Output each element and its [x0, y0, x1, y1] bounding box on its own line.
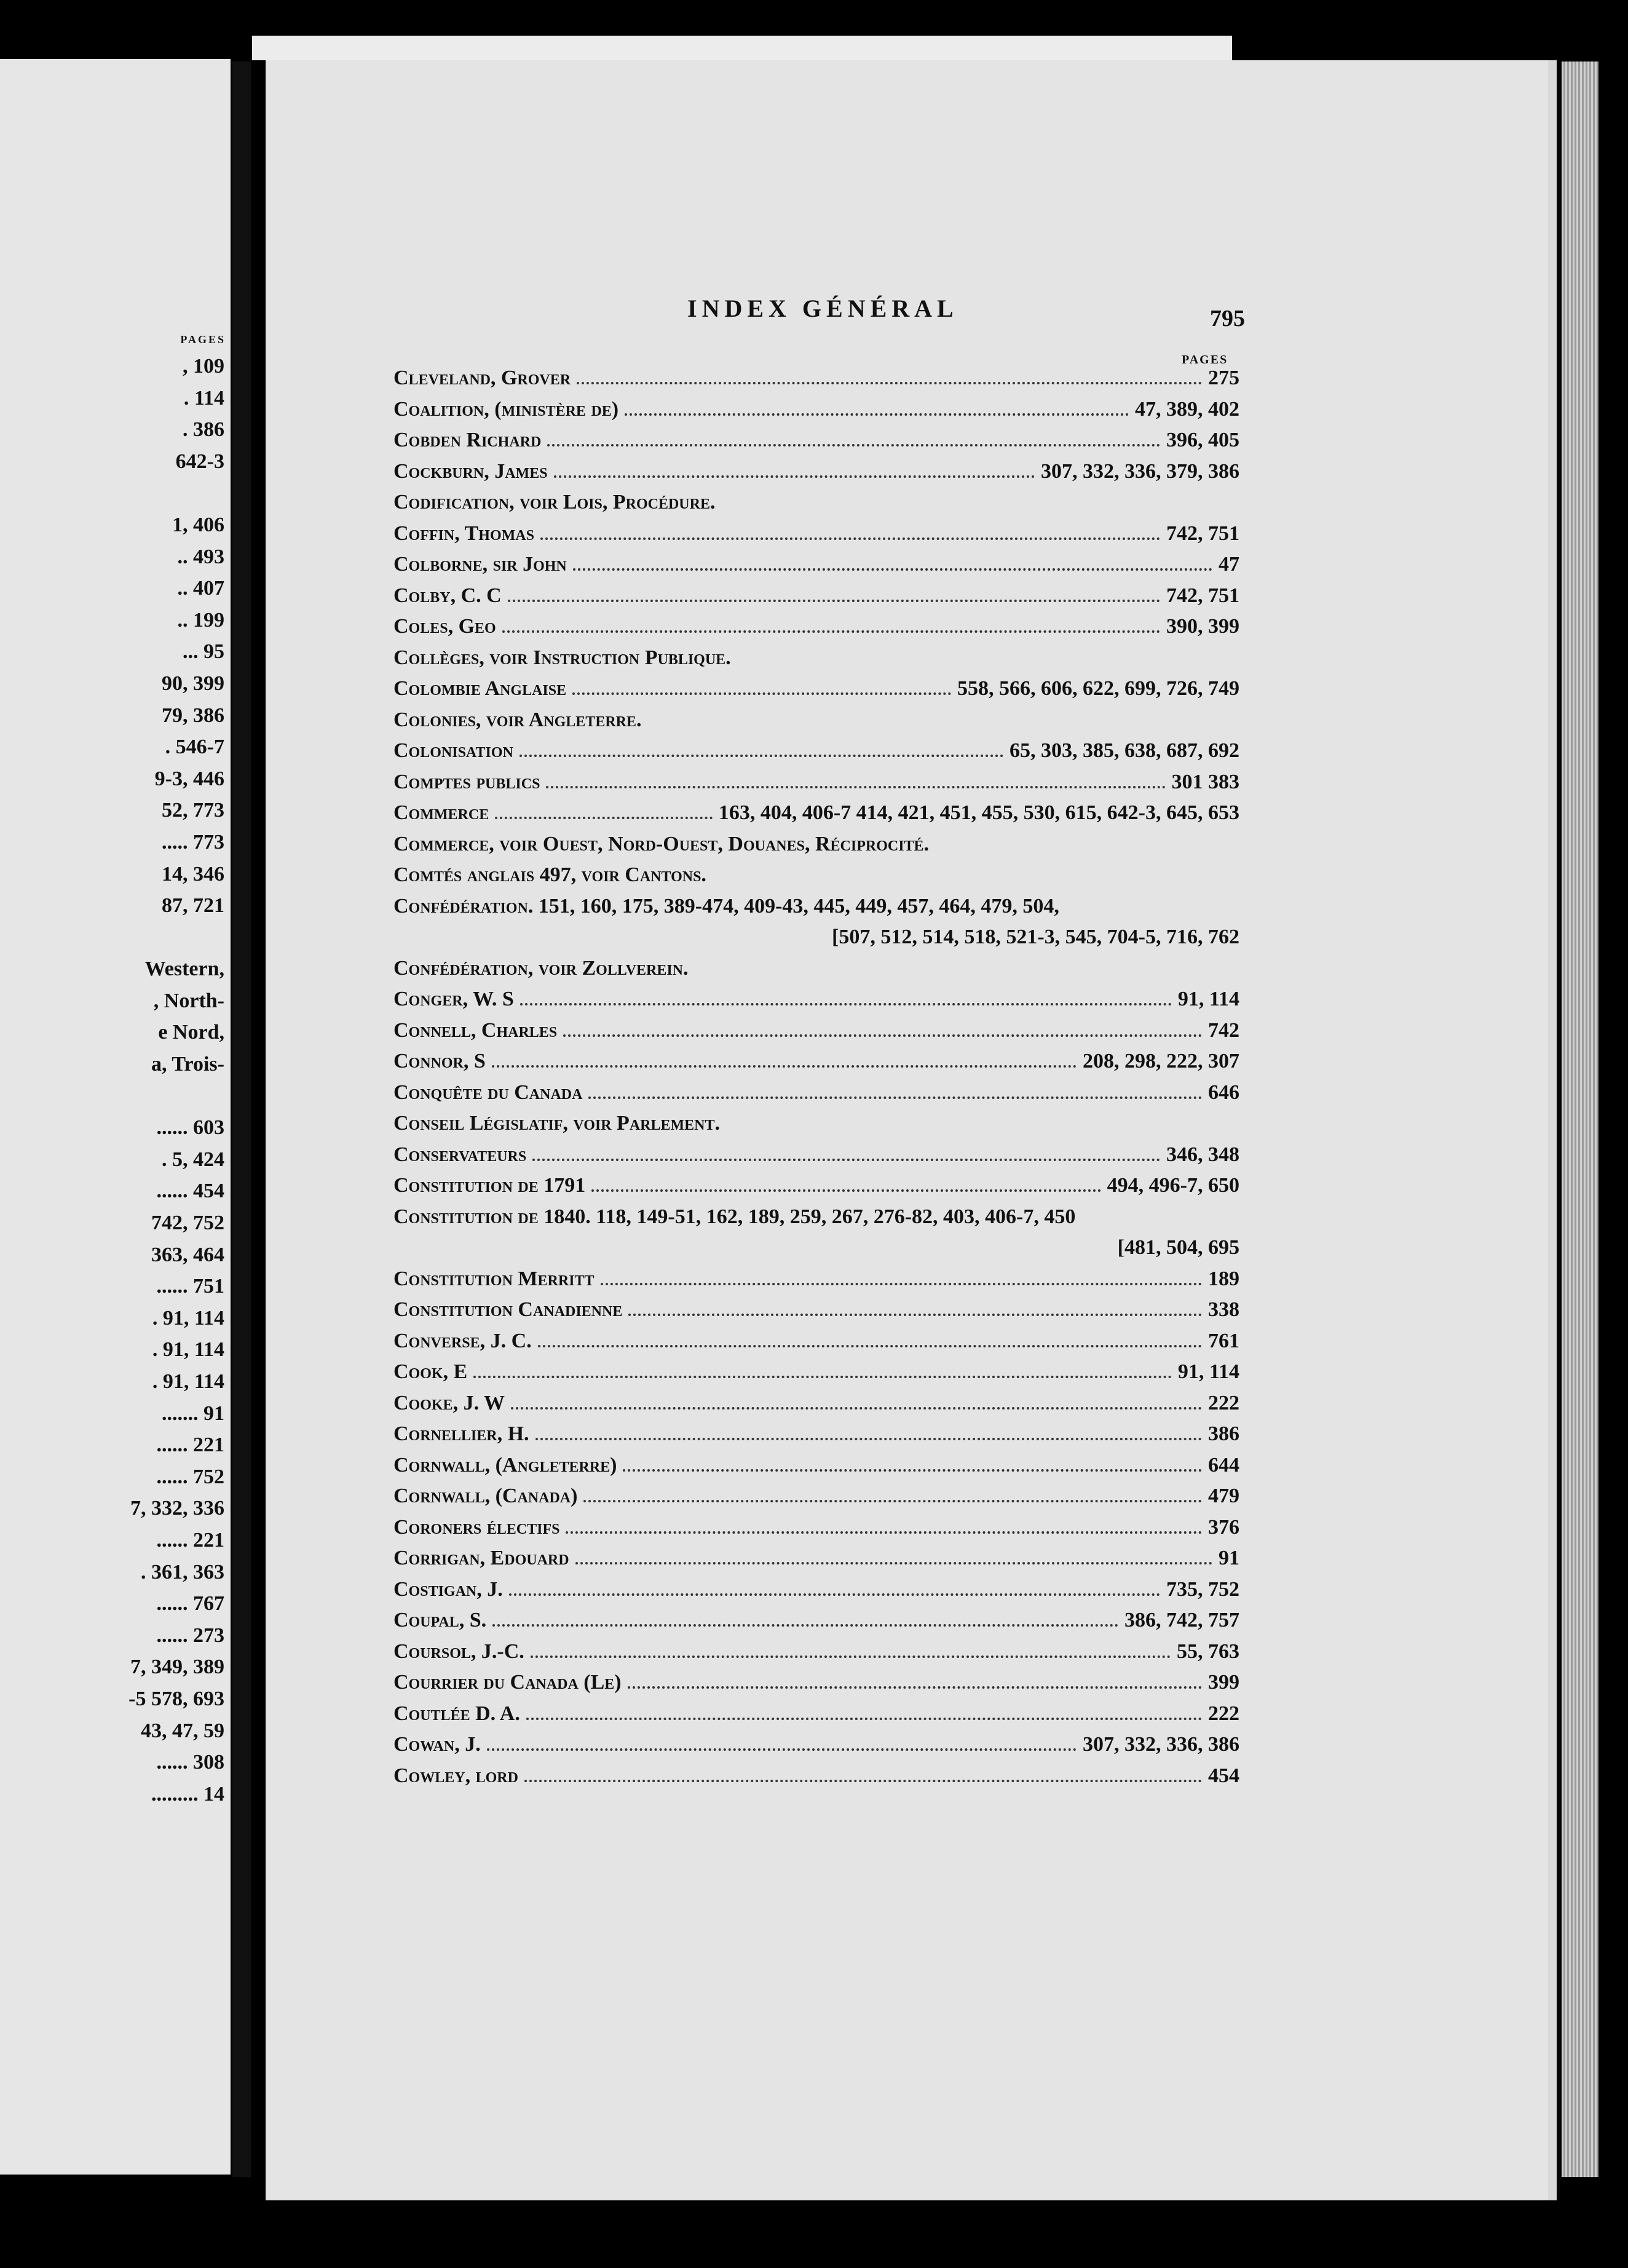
- left-index-line: 642-3: [175, 450, 224, 473]
- leader-dots: [520, 1003, 1172, 1005]
- index-entry: [393, 584, 1239, 616]
- entry-pages: 222: [1208, 1391, 1239, 1414]
- entry-pages: 399: [1208, 1671, 1239, 1694]
- entry-name: Cook, E: [393, 1360, 468, 1383]
- entry-pages: 454: [1208, 1764, 1239, 1787]
- entry-name: Colborne, sir John: [393, 553, 567, 576]
- leader-dots: [566, 1531, 1202, 1534]
- left-index-line: 90, 399: [162, 672, 224, 695]
- index-entry: [393, 1609, 1239, 1640]
- entry-name: Confédération. 151, 160, 175, 389-474, 409-43, 445, 449, 457, 464, 479, 504,: [393, 894, 1059, 918]
- index-entry: [393, 801, 1239, 833]
- entry-name: Courrier du Canada (Le): [393, 1671, 622, 1694]
- entry-name: Conger, W. S: [393, 988, 514, 1010]
- leader-dots: [628, 1686, 1202, 1689]
- entry-pages: [481, 504, 695: [1117, 1236, 1239, 1259]
- index-entry: [393, 708, 1239, 740]
- entry-pages: 494, 496-7, 650: [1107, 1174, 1239, 1197]
- leader-dots: [492, 1065, 1077, 1068]
- left-index-lines: [128, 351, 224, 1810]
- left-index-line: 43, 47, 59: [141, 1719, 224, 1742]
- leader-dots: [601, 1283, 1202, 1285]
- left-index-line: . 361, 363: [141, 1560, 224, 1584]
- leader-dots: [487, 1748, 1077, 1751]
- index-entry: [393, 1671, 1239, 1702]
- leader-dots: [623, 1469, 1202, 1472]
- entry-name: Coffin, Thomas: [393, 521, 534, 545]
- left-index-line: ...... 603: [156, 1116, 224, 1140]
- entry-pages: 208, 298, 222, 307: [1083, 1050, 1239, 1073]
- left-index-line: . 114: [183, 386, 224, 410]
- entry-pages: 338: [1208, 1298, 1239, 1321]
- entry-name: Converse, J. C.: [393, 1329, 532, 1352]
- entry-name: Codification, voir Lois, Procédure.: [393, 491, 716, 513]
- leader-dots: [540, 537, 1160, 540]
- left-index-line: 742, 752: [151, 1211, 224, 1235]
- leader-dots: [495, 817, 713, 819]
- page-header: INDEX GÉNÉRAL: [687, 295, 958, 322]
- index-entry: [393, 1764, 1239, 1796]
- index-entry: [393, 646, 1239, 678]
- entry-pages: 91, 114: [1177, 988, 1239, 1010]
- left-index-line: Western,: [144, 958, 224, 981]
- entry-name: Coutlée D. A.: [393, 1702, 520, 1725]
- index-entry: [393, 553, 1239, 584]
- entry-pages: [507, 512, 514, 518, 521-3, 545, 704-5, 716, 762: [832, 926, 1239, 948]
- left-index-line: -5 578, 693: [128, 1687, 224, 1710]
- left-index-line: 363, 464: [151, 1243, 224, 1266]
- index-entry: [393, 1454, 1239, 1485]
- entry-pages: 558, 566, 606, 622, 699, 726, 749: [957, 677, 1239, 700]
- entry-pages: 761: [1208, 1329, 1239, 1352]
- entry-name: Connor, S: [393, 1050, 486, 1073]
- left-index-line: ...... 221: [156, 1433, 224, 1457]
- entry-name: Comptes publics: [393, 770, 540, 793]
- left-page: [0, 59, 231, 2175]
- entry-name: Commerce: [393, 801, 489, 824]
- leader-dots: [573, 568, 1212, 571]
- entry-name: Coles, Geo: [393, 615, 496, 638]
- entry-name: Conseil Législatif, voir Parlement.: [393, 1112, 721, 1135]
- index-entry: [393, 367, 1239, 398]
- left-index-line: . 91, 114: [152, 1306, 224, 1330]
- entry-name: Colonies, voir Angleterre.: [393, 708, 642, 731]
- entry-pages: 163, 404, 406-7 414, 421, 451, 455, 530, 615, 642-3, 645, 653: [718, 801, 1239, 824]
- entry-name: Coupal, S.: [393, 1609, 487, 1632]
- index-entry: [393, 833, 1239, 864]
- index-entry: [393, 460, 1239, 491]
- leader-dots: [473, 1376, 1172, 1378]
- left-index-line: 14, 346: [162, 862, 224, 886]
- left-index-line: 7, 349, 389: [130, 1655, 224, 1679]
- entry-pages: 376: [1208, 1515, 1239, 1539]
- entry-name: Cowley, lord: [393, 1764, 518, 1787]
- index-entry: [393, 1205, 1239, 1237]
- left-index-line: . 91, 114: [152, 1338, 224, 1362]
- page-number: 795: [1210, 306, 1245, 331]
- index-entry: [393, 1702, 1239, 1734]
- entry-name: Conquête du Canada: [393, 1080, 583, 1104]
- left-index-line: ...... 767: [156, 1592, 224, 1616]
- index-entry: [393, 1050, 1239, 1081]
- left-index-line: 9-3, 446: [154, 767, 224, 790]
- leader-dots: [572, 692, 951, 695]
- index-entry: [393, 895, 1239, 926]
- page-edges: [1562, 61, 1598, 2177]
- left-index-line: ...... 752: [156, 1465, 224, 1488]
- index-entry: [393, 1485, 1239, 1516]
- index-entry: [393, 1330, 1239, 1361]
- index-entry: [393, 1360, 1239, 1392]
- entry-name: Colombie Anglaise: [393, 677, 567, 700]
- index-entry: [393, 1019, 1239, 1050]
- leader-dots: [508, 600, 1160, 602]
- left-pages-label: PAGES: [180, 333, 226, 346]
- entry-pages: 91, 114: [1177, 1360, 1239, 1383]
- entry-name: Coalition, (ministère de): [393, 397, 619, 421]
- entry-name: Colby, C. C: [393, 584, 502, 607]
- leader-dots: [554, 475, 1035, 478]
- leader-dots: [532, 1159, 1160, 1161]
- left-index-line: ..... 773: [162, 830, 224, 854]
- index-entry: [393, 1422, 1239, 1454]
- leader-dots: [547, 444, 1160, 446]
- index-entry: [393, 1547, 1239, 1578]
- left-index-line: ...... 454: [156, 1180, 224, 1203]
- entry-name: Costigan, J.: [393, 1577, 503, 1601]
- leader-dots: [511, 1407, 1202, 1410]
- left-index-line: e Nord,: [158, 1021, 224, 1044]
- left-index-line: . 386: [183, 418, 224, 442]
- index-entry: [393, 1267, 1239, 1299]
- index-entry: [393, 1143, 1239, 1175]
- index-entry: [393, 522, 1239, 553]
- entry-pages: 742, 751: [1166, 584, 1239, 607]
- left-index-line: 52, 773: [162, 799, 224, 822]
- entry-name: Cornwall, (Canada): [393, 1485, 578, 1507]
- entry-pages: 735, 752: [1166, 1577, 1239, 1601]
- entry-pages: 742, 751: [1166, 521, 1239, 545]
- left-index-line: 87, 721: [162, 894, 224, 918]
- left-index-line: [128, 477, 224, 509]
- left-index-line: ....... 91: [162, 1402, 224, 1425]
- left-index-line: 1, 406: [172, 513, 224, 536]
- leader-dots: [583, 1500, 1202, 1502]
- index-entry: [393, 677, 1239, 708]
- entry-pages: 742: [1208, 1018, 1239, 1042]
- left-index-line: , 109: [183, 355, 224, 378]
- leader-dots: [546, 786, 1165, 788]
- entry-pages: 386: [1208, 1422, 1239, 1445]
- book-gutter: [232, 61, 251, 2177]
- entry-name: Comtés anglais 497, voir Cantons.: [393, 863, 706, 886]
- leader-dots: [577, 382, 1202, 384]
- left-index-line: ......... 14: [151, 1782, 224, 1806]
- left-index-line: .. 407: [177, 577, 224, 600]
- index-entry: [393, 957, 1239, 988]
- entry-name: Connell, Charles: [393, 1018, 558, 1042]
- leader-dots: [628, 1314, 1202, 1316]
- index-entry: [393, 1298, 1239, 1330]
- entry-pages: 346, 348: [1166, 1143, 1239, 1166]
- leader-dots: [492, 1624, 1118, 1627]
- entry-name: Cooke, J. W: [393, 1391, 505, 1414]
- top-page-edge: [252, 36, 1232, 60]
- entry-pages: 47, 389, 402: [1135, 397, 1239, 421]
- leader-dots: [531, 1655, 1171, 1658]
- leader-dots: [524, 1780, 1202, 1782]
- left-index-line: . 5, 424: [162, 1148, 224, 1171]
- index-entry: [393, 1236, 1239, 1267]
- index-entry: [393, 771, 1239, 802]
- leader-dots: [520, 755, 1003, 757]
- leader-dots: [526, 1718, 1202, 1720]
- left-index-line: .. 493: [177, 545, 224, 568]
- index-entry: [393, 1733, 1239, 1764]
- index-entry: [393, 1578, 1239, 1609]
- left-index-line: 79, 386: [162, 704, 224, 727]
- left-index-line: [128, 922, 224, 954]
- left-index-line: . 546-7: [165, 736, 224, 759]
- index-entry: [393, 491, 1239, 522]
- entry-name: Constitution Merritt: [393, 1267, 595, 1290]
- index-entry: [393, 1112, 1239, 1143]
- leader-dots: [588, 1096, 1202, 1099]
- leader-dots: [538, 1345, 1202, 1347]
- index-entry: [393, 863, 1239, 895]
- entry-pages: 646: [1208, 1080, 1239, 1104]
- index-entries: [393, 367, 1239, 1795]
- leader-dots: [575, 1562, 1212, 1564]
- entry-pages: 91: [1219, 1547, 1239, 1569]
- entry-name: Cobden Richard: [393, 429, 542, 451]
- left-index-line: ... 95: [183, 640, 224, 664]
- entry-pages: 307, 332, 336, 386: [1083, 1733, 1239, 1756]
- index-entry: [393, 429, 1239, 460]
- entry-name: Constitution Canadienne: [393, 1298, 623, 1321]
- entry-pages: 479: [1208, 1485, 1239, 1507]
- entry-name: Cockburn, James: [393, 459, 548, 483]
- entry-pages: 55, 763: [1177, 1640, 1239, 1663]
- entry-name: Corrigan, Edouard: [393, 1547, 569, 1569]
- entry-name: Colonisation: [393, 739, 513, 762]
- entry-name: Constitution de 1791: [393, 1174, 586, 1197]
- index-entry: [393, 615, 1239, 646]
- entry-name: Coroners électifs: [393, 1515, 560, 1539]
- left-index-line: ...... 751: [156, 1275, 224, 1298]
- entry-name: Cowan, J.: [393, 1733, 481, 1756]
- left-index-line: 7, 332, 336: [130, 1497, 224, 1520]
- entry-pages: 65, 303, 385, 638, 687, 692: [1010, 739, 1239, 762]
- entry-pages: 386, 742, 757: [1124, 1609, 1239, 1632]
- entry-name: Cleveland, Grover: [393, 367, 571, 389]
- entry-pages: 47: [1219, 553, 1239, 576]
- entry-name: Cornwall, (Angleterre): [393, 1453, 617, 1477]
- entry-name: Coursol, J.-C.: [393, 1640, 524, 1663]
- left-index-line: a, Trois-: [151, 1053, 224, 1076]
- entry-name: Confédération, voir Zollverein.: [393, 956, 689, 980]
- leader-dots: [509, 1593, 1160, 1596]
- index-entry: [393, 1081, 1239, 1112]
- index-entry: [393, 1392, 1239, 1423]
- index-entry: [393, 1516, 1239, 1547]
- left-index-line: ...... 221: [156, 1528, 224, 1552]
- index-entry: [393, 988, 1239, 1019]
- pages-column-label: PAGES: [1182, 353, 1228, 367]
- left-index-line: ...... 273: [156, 1624, 224, 1647]
- entry-name: Constitution de 1840. 118, 149-51, 162, 189, 259, 267, 276-82, 403, 406-7, 450: [393, 1205, 1076, 1228]
- entry-pages: 390, 399: [1166, 615, 1239, 638]
- left-index-line: [128, 1080, 224, 1112]
- entry-name: Collèges, voir Instruction Publique.: [393, 646, 731, 669]
- index-entry: [393, 398, 1239, 429]
- entry-pages: 222: [1208, 1702, 1239, 1725]
- left-index-line: ...... 308: [156, 1751, 224, 1774]
- left-index-line: , North-: [153, 989, 224, 1012]
- left-index-line: . 91, 114: [152, 1370, 224, 1393]
- index-entry: [393, 926, 1239, 957]
- index-entry: [393, 739, 1239, 771]
- entry-pages: 644: [1208, 1453, 1239, 1477]
- entry-name: Commerce, voir Ouest, Nord-Ouest, Douanes, Réciprocité.: [393, 832, 930, 855]
- entry-name: Cornellier, H.: [393, 1422, 529, 1445]
- entry-pages: 275: [1208, 367, 1239, 389]
- entry-pages: 396, 405: [1166, 429, 1239, 451]
- entry-pages: 189: [1208, 1267, 1239, 1290]
- entry-pages: 301 383: [1171, 770, 1239, 793]
- leader-dots: [591, 1189, 1100, 1192]
- index-entry: [393, 1640, 1239, 1671]
- left-index-line: .. 199: [177, 608, 224, 632]
- leader-dots: [625, 413, 1129, 416]
- index-entry: [393, 1174, 1239, 1205]
- leader-dots: [563, 1034, 1202, 1037]
- entry-pages: 307, 332, 336, 379, 386: [1041, 459, 1239, 483]
- leader-dots: [535, 1438, 1202, 1440]
- leader-dots: [502, 630, 1160, 633]
- entry-name: Conservateurs: [393, 1143, 527, 1166]
